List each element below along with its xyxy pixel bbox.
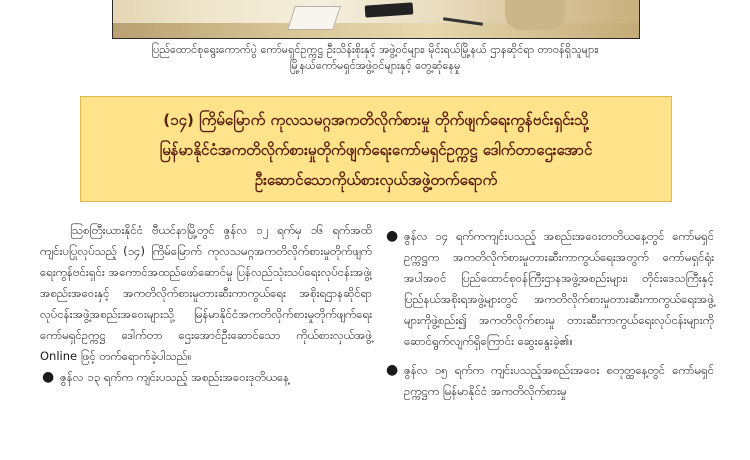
headline-box [80,96,672,202]
bullet-icon: ● [42,369,55,385]
photo-caption-line1: ပြည်ထောင်စုရွေးကောက်ပွဲ ကော်မရှင်ဥက္ကဋ္ဌ ဦးသိန်းစိုးနှင့် အဖွဲ့ဝင်များ၊ မိုင်းရယ်မြို့နယ် ဌာနဆိုင်ရာ တာဝန်ရှိသူများ၊ [151,43,599,56]
photo-notebook [287,6,341,30]
headline-line2: မြန်မာနိုင်ငံအကတိလိုက်စားမှုတိုက်ဖျက်ရေးကော်မရှင်ဥက္ကဋ္ဌ ဒေါက်တာဌေးအောင် [159,141,593,159]
photo-phone [365,2,414,17]
photo-caption-line2: မြို့နယ်ကော်မရှင်အဖွဲ့ဝင်များနှင့် တွေ့ဆုံနေမှု [289,59,461,72]
left-column [40,220,372,396]
bullet-text: ဇွန်လ ၁၄ ရက်ကကျင်းပသည့် အစည်းအဝေးတတိယနေ့တွင် ကော်မရှင်ဥက္ကဋ္ဌက အကတိလိုက်စားမှုတားဆီးကာကွယ်ရေးအတွက် ကော်မရှင်ရုံးအပါအဝင် ပြည်ထောင်စုဝန်ကြီးဌာနအဖွဲ့အစည်းများ၊ တိုင်းဒေသကြီးနှင့် ပြည်နယ်အစိုးရအဖွဲ့များတွင် အကတိလိုက်စားမှုတားဆီးကာကွယ်ရေးအဖွဲ့များကိုဖွဲ့စည်း၍ အကတိလိုက်စားမှု တားဆီးကာကွယ်ရေးလုပ်ငန်းများကို ဆောင်ရွက်လျက်ရှိကြောင်း ဆွေးနွေးခဲ့၏။ [404,229,714,348]
intro-paragraph: ဩစတြီးယားနိုင်ငံ ဗီယင်နာမြို့တွင် ဇွန်လ ၁၂ ရက်မှ ၁၆ ရက်အထိ ကျင်းပပြုလုပ်သည့် (၁၄) ကြိမ်မြောက် ကုလသမဂ္ဂအကတိလိုက်စားမှုတိုက်ဖျက်ရေးကွန်ဗင်းရှင်း အကောင်အထည်ဖော်ဆောင်မှု ပြန်လည်သုံးသပ်ရေးလုပ်ငန်းအဖွဲ့၊ အစည်းအဝေးနှင့် အကတိလိုက်စားမှုတားဆီးကာကွယ်ရေး အစိုးရဌာနဆိုင်ရာ လုပ်ငန်းအဖွဲ့အစည်းအဝေးများသို့ မြန်မာနိုင်ငံအကတိလိုက်စားမှုတိုက်ဖျက်ရေးကော်မရှင်ဥက္ကဋ္ဌ ဒေါက်တာ ဌေးအောင်ဦးဆောင်သော ကိုယ်စားလှယ်အဖွဲ့ Online ဖြင့် တက်ရောက်ခဲ့ပါသည်။ [40,223,372,363]
list-item [384,360,714,402]
list-item [40,367,372,388]
headline-line1: (၁၄) ကြိမ်မြောက် ကုလသမဂ္ဂအကတိလိုက်စားမှု တိုက်ဖျက်ရေးကွန်ဗင်းရှင်းသို့ [163,111,589,129]
bullet-icon: ● [386,228,399,244]
bullet-text: ဇွန်လ ၁၅ ရက်က ကျင်းပသည့်အစည်းအဝေး စတုတ္ထနေ့တွင် ကော်မရှင်ဥက္ကဋ္ဌက မြန်မာနိုင်ငံ အကတိလိုက်စားမှု [404,363,714,398]
list-item [384,226,714,352]
right-column [384,220,714,410]
headline-line3: ဦးဆောင်သောကိုယ်စားလှယ်အဖွဲ့တက်ရောက် [254,171,498,189]
bullet-text: ဇွန်လ ၁၃ ရက်က ကျင်းပသည့် အစည်းအဝေးဒုတိယနေ့ [60,370,290,384]
photo-sleeve [505,0,565,30]
bullet-icon: ● [386,362,399,378]
news-photo [112,0,640,39]
